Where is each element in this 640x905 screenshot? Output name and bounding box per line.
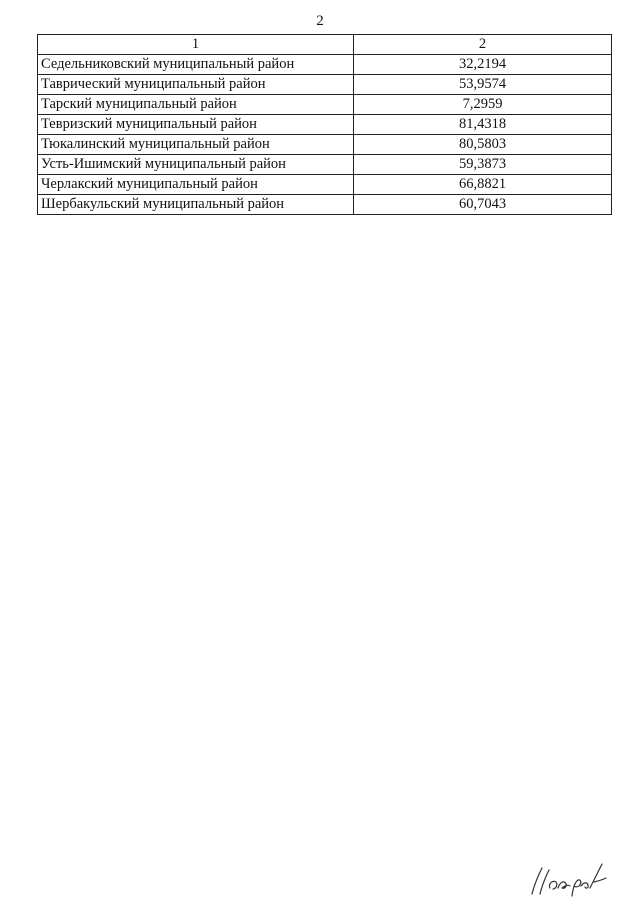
column-header-1: 1 <box>38 35 354 55</box>
district-value: 66,8821 <box>354 175 612 195</box>
district-value: 7,2959 <box>354 95 612 115</box>
table-row <box>38 135 612 155</box>
table-row <box>38 195 612 215</box>
district-name: Тюкалинский муниципальный район <box>38 135 354 155</box>
district-value: 32,2194 <box>354 55 612 75</box>
table-row <box>38 95 612 115</box>
table-row <box>38 55 612 75</box>
district-name: Тарский муниципальный район <box>38 95 354 115</box>
district-name: Таврический муниципальный район <box>38 75 354 95</box>
district-value: 81,4318 <box>354 115 612 135</box>
table-row <box>38 75 612 95</box>
district-value: 60,7043 <box>354 195 612 215</box>
table-header-row <box>38 35 612 55</box>
district-name: Черлакский муниципальный район <box>38 175 354 195</box>
handwritten-signature <box>528 858 610 898</box>
table-row <box>38 115 612 135</box>
district-value: 80,5803 <box>354 135 612 155</box>
district-value: 53,9574 <box>354 75 612 95</box>
district-name: Шербакульский муниципальный район <box>38 195 354 215</box>
data-table <box>37 34 612 215</box>
district-name: Тевризский муниципальный район <box>38 115 354 135</box>
table-row <box>38 155 612 175</box>
column-header-2: 2 <box>354 35 612 55</box>
table-row <box>38 175 612 195</box>
district-value: 59,3873 <box>354 155 612 175</box>
page-number: 2 <box>316 13 324 29</box>
district-name: Усть-Ишимский муниципальный район <box>38 155 354 175</box>
district-name: Седельниковский муниципальный район <box>38 55 354 75</box>
